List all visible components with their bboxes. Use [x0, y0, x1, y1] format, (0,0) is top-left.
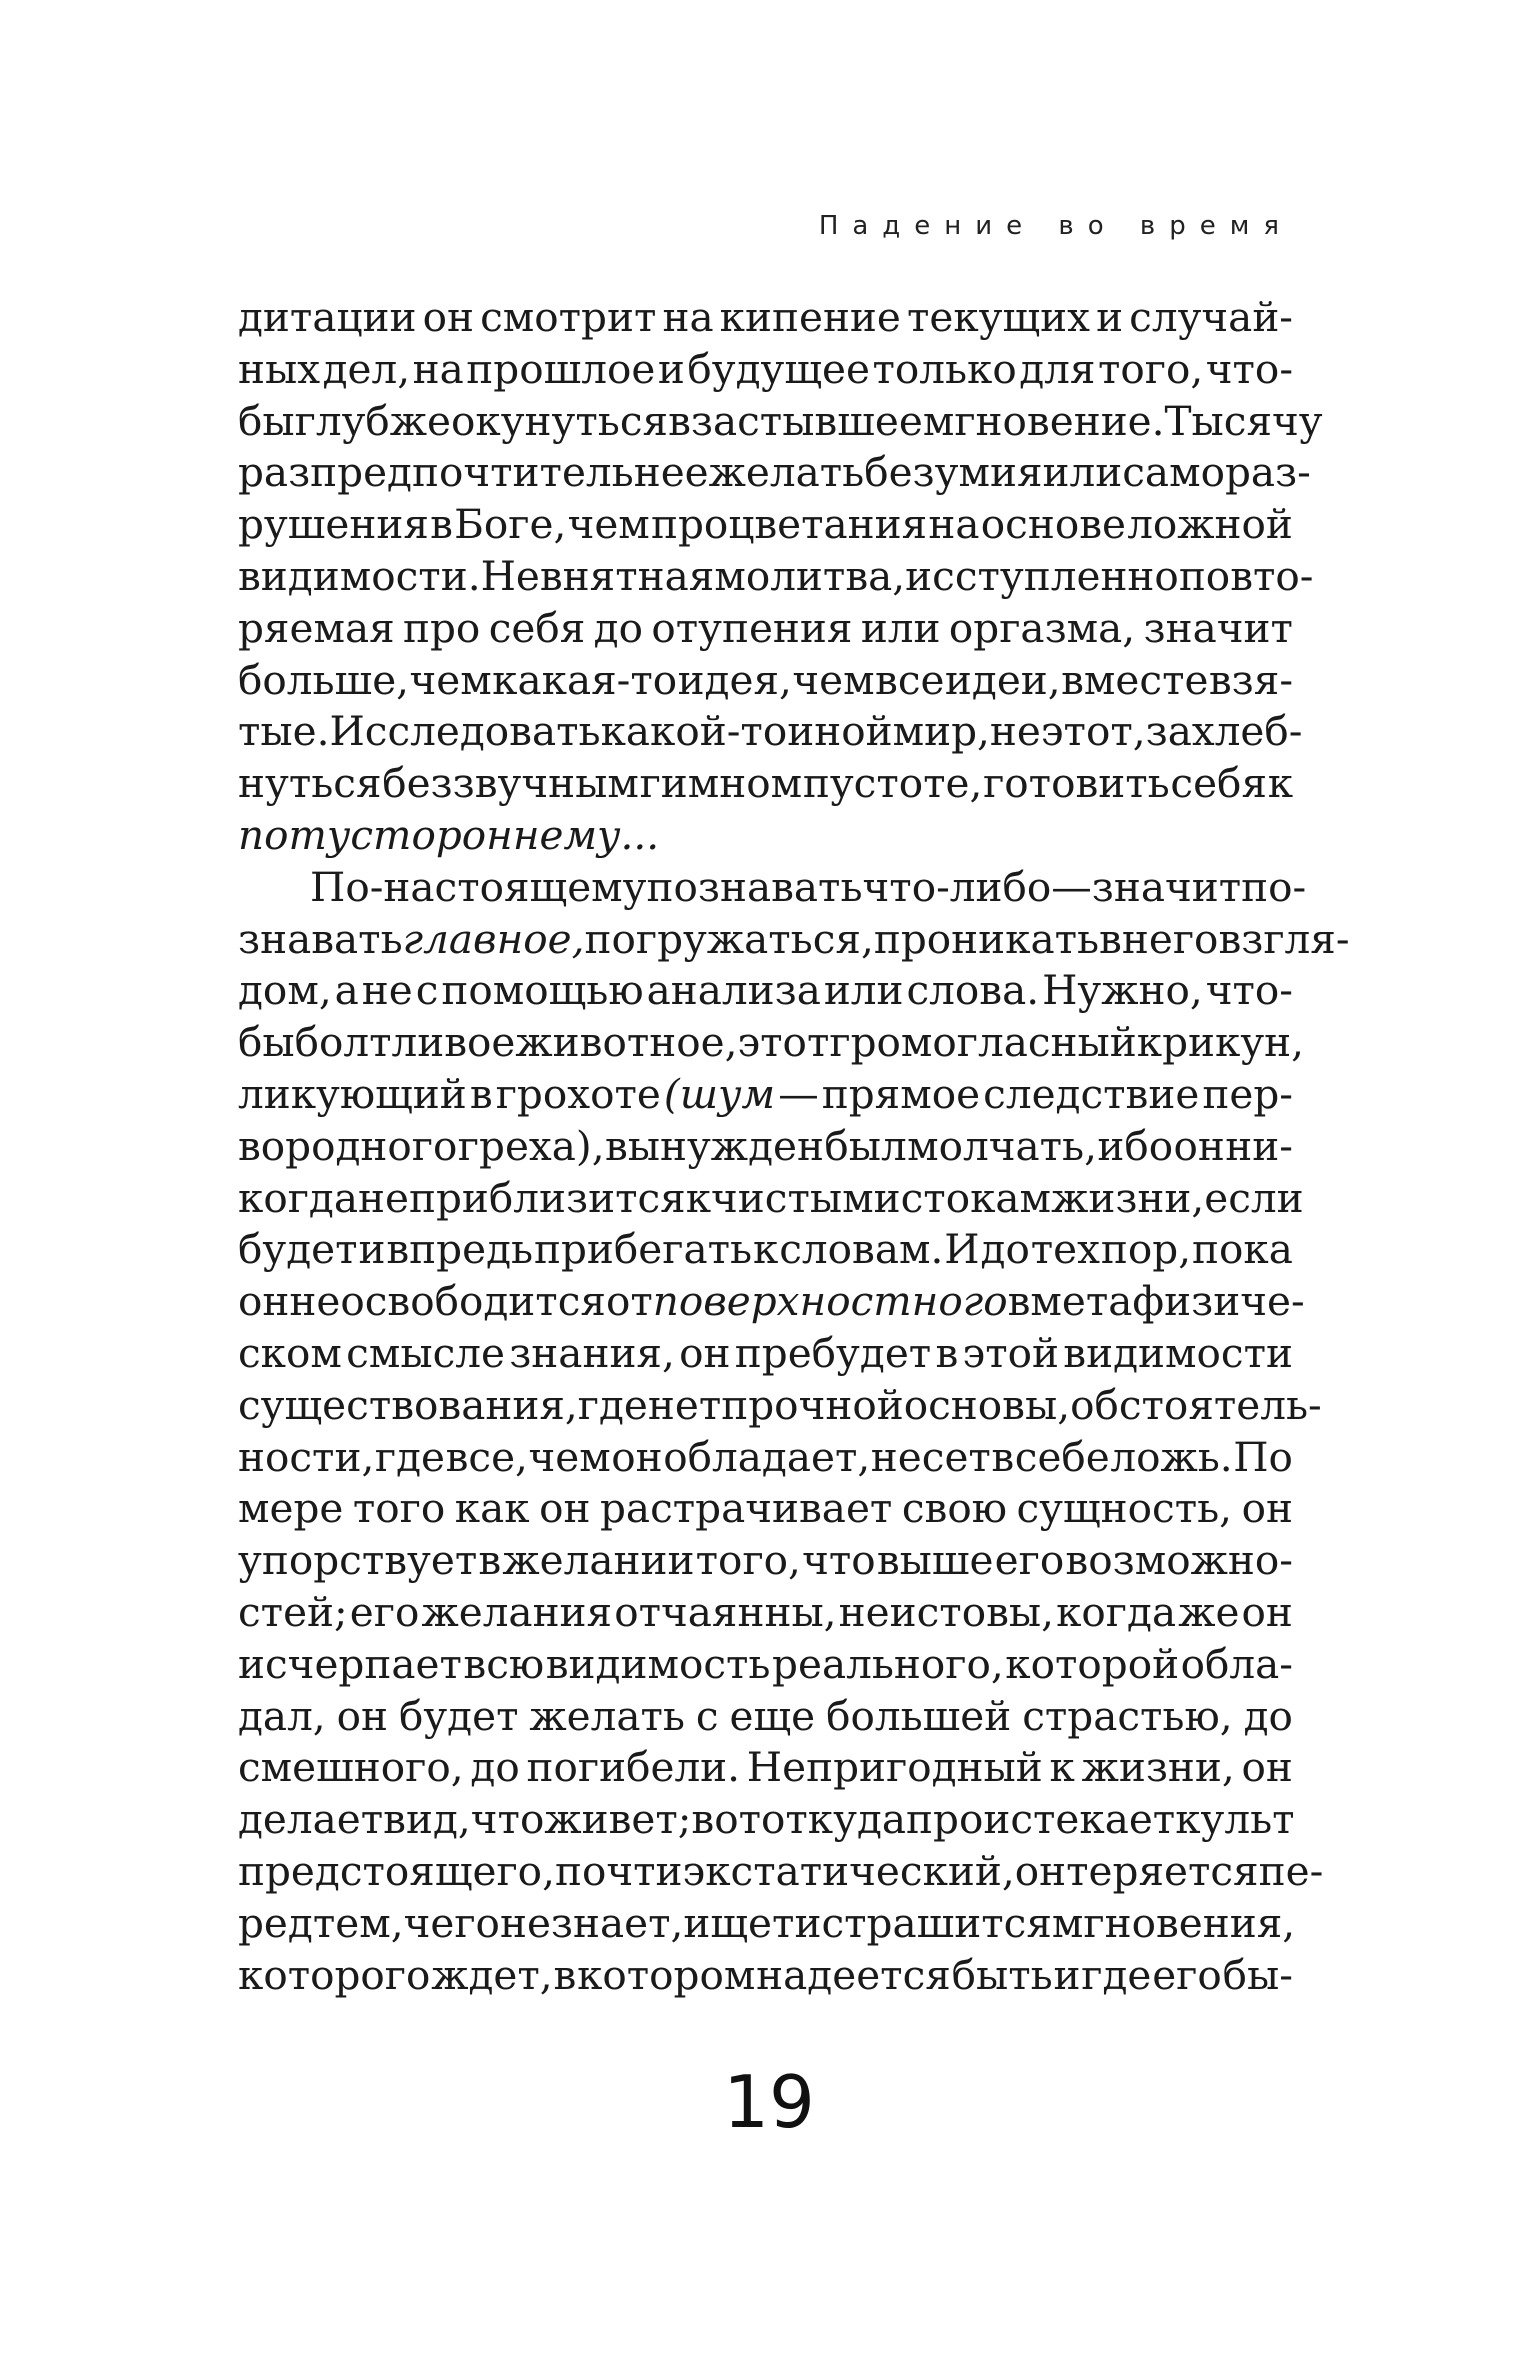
word: идеи, [944, 655, 1061, 704]
word: пребудет [734, 1328, 932, 1377]
word: себя [488, 603, 586, 652]
word: в [1007, 1277, 1031, 1326]
italic-word: поверхностного [652, 1277, 1008, 1326]
word: пока [1192, 1225, 1293, 1274]
word: откуда [761, 1795, 907, 1844]
text-line [238, 706, 1303, 758]
text-line [238, 1639, 1293, 1691]
word: пе- [1258, 1846, 1324, 1895]
word: когда [238, 1173, 358, 1222]
body-text [238, 292, 1350, 2001]
word: страшится [821, 1898, 1052, 1947]
text-line [238, 1224, 1293, 1276]
word: по- [1241, 862, 1307, 911]
word: чем [528, 1432, 611, 1481]
word: упорствует [238, 1536, 478, 1585]
word: проникать [873, 914, 1100, 963]
word: еще [729, 1691, 816, 1740]
word: неистовы, [838, 1587, 1054, 1636]
italic-word: потустороннему... [238, 810, 660, 859]
word: же [1178, 1587, 1240, 1636]
word: несет [870, 1432, 991, 1481]
text-line [238, 1794, 1293, 1846]
word: про [403, 603, 481, 652]
word: значит [1143, 603, 1293, 652]
word: пер- [1202, 1069, 1293, 1118]
word: выше [876, 1536, 994, 1585]
word: Невнятная [480, 551, 715, 600]
word: делает [238, 1795, 384, 1844]
word: что- [1205, 966, 1293, 1015]
word: знает, [550, 1898, 684, 1947]
word: По-настоящему [310, 862, 647, 911]
word: беззвучным [382, 759, 639, 808]
running-title: Падение во время [818, 211, 1293, 241]
word: он [679, 1328, 731, 1377]
word: он [611, 1432, 663, 1481]
text-line [238, 1691, 1293, 1743]
word: ред [238, 1898, 313, 1947]
word: что- [1205, 344, 1293, 393]
text-line [238, 862, 1307, 914]
word: вместе [1061, 655, 1209, 704]
word: был [824, 1121, 907, 1170]
word: к [1049, 1743, 1075, 1792]
word: он [1241, 1743, 1293, 1792]
word: видимости [1063, 1328, 1293, 1377]
word: этот [737, 1018, 830, 1067]
word: всю [463, 1639, 545, 1688]
word: в [991, 1432, 1015, 1481]
word: предстоящего, [238, 1846, 555, 1895]
word: жизни, [1051, 1173, 1205, 1222]
word: где [374, 1432, 446, 1481]
word: пустоте, [802, 759, 983, 808]
word: ском [238, 1328, 342, 1377]
word: вынужден [604, 1121, 824, 1170]
word: тех [1030, 1225, 1100, 1274]
word: смешного, [238, 1743, 464, 1792]
word: ложь. [1110, 1432, 1233, 1481]
word: дитации [238, 293, 417, 341]
word: этот, [1040, 707, 1146, 756]
word: в [1099, 914, 1122, 963]
word: он [1014, 1846, 1067, 1895]
word: будет [238, 1225, 358, 1274]
word: стей; [238, 1587, 348, 1636]
text-line [238, 655, 1293, 707]
word: растрачивает [600, 1484, 893, 1533]
word: в [430, 500, 453, 549]
word: ибо [1097, 1121, 1174, 1170]
word: — [1051, 862, 1092, 911]
word: Боге, [454, 500, 567, 549]
word: мере [238, 1484, 344, 1533]
word: гимном [639, 759, 803, 808]
word: или [823, 966, 904, 1015]
word: молчать, [907, 1121, 1097, 1170]
word: в [935, 1328, 959, 1377]
word: или [1042, 448, 1123, 497]
word: застывшее [690, 396, 923, 445]
word: словам. [779, 1225, 944, 1274]
word: желании [502, 1536, 695, 1585]
word: того, [695, 1536, 801, 1585]
word: не [289, 1277, 341, 1326]
word: прибегать [533, 1225, 753, 1274]
word: больше, [238, 655, 410, 704]
word: только [872, 344, 1017, 393]
word: на [662, 293, 714, 341]
word: он [1241, 1587, 1293, 1636]
text-line [238, 1173, 1304, 1225]
word: ряемая [238, 603, 395, 652]
word: теряется [1066, 1846, 1259, 1895]
italic-word: главное, [402, 914, 585, 963]
italic-word: (шум [663, 1069, 776, 1118]
word: следствие [983, 1069, 1200, 1118]
word: от [605, 1277, 653, 1326]
word: обстоятель- [1070, 1380, 1322, 1429]
word: какая-то [492, 655, 678, 704]
word: этой [962, 1328, 1060, 1377]
word: взгля- [1218, 914, 1350, 963]
word: в [553, 1950, 577, 1999]
word: дал, [238, 1691, 326, 1740]
word: бы [238, 396, 295, 445]
word: сущность, [1016, 1484, 1233, 1533]
word: крикун, [1136, 1018, 1305, 1067]
word: чего [403, 1898, 500, 1947]
word: чем [409, 655, 492, 704]
word: чем [567, 500, 650, 549]
text-line [238, 1432, 1293, 1484]
word: почти [554, 1846, 683, 1895]
word: молитва, [714, 551, 906, 600]
text-line [238, 447, 1311, 499]
word: видимость [545, 1639, 771, 1688]
text-line [238, 1742, 1293, 1794]
word: прямое [821, 1069, 981, 1118]
word: бы [238, 1018, 295, 1067]
word: взя- [1208, 655, 1293, 704]
text-line [238, 914, 1350, 966]
text-line [238, 603, 1293, 655]
word: кипение [719, 293, 901, 341]
text-line [238, 810, 1293, 862]
word: он [336, 1691, 389, 1740]
word: греха), [457, 1121, 605, 1170]
word: готовить [983, 759, 1170, 808]
word: к [753, 1225, 779, 1274]
word: ищет [683, 1898, 795, 1947]
word: не [989, 707, 1041, 756]
word: желания [421, 1587, 613, 1636]
word: основе [980, 500, 1126, 549]
word: возможно- [1065, 1536, 1293, 1585]
word: вот [691, 1795, 762, 1844]
text-line [238, 1846, 1324, 1898]
word: себя [1170, 759, 1267, 808]
word: экстатический, [682, 1846, 1015, 1895]
word: исчерпает [238, 1639, 462, 1688]
word: прочной [721, 1380, 904, 1429]
text-line [238, 758, 1293, 810]
word: и [1053, 1950, 1081, 1999]
word: иной [787, 707, 893, 756]
word: он [1173, 1121, 1225, 1170]
word: будущее [687, 344, 870, 393]
word: его [994, 1536, 1065, 1585]
word: оргазма, [948, 603, 1136, 652]
word: погибели. [526, 1743, 741, 1792]
word: культ [1175, 1795, 1295, 1844]
word: приблизится [408, 1173, 686, 1222]
word: как [454, 1484, 530, 1533]
word: желать [529, 1691, 685, 1740]
word: метафизиче- [1030, 1277, 1305, 1326]
word: прошлое [466, 344, 656, 393]
word: текущих [906, 293, 1090, 341]
word: и [657, 344, 685, 393]
word: рушения [238, 500, 429, 549]
word: его [349, 1587, 420, 1636]
text-line [238, 344, 1293, 396]
word: реального, [772, 1639, 1004, 1688]
word: грохоте [495, 1069, 661, 1118]
word: обла- [1180, 1639, 1293, 1688]
word: вид, [383, 1795, 471, 1844]
word: повто- [1178, 551, 1314, 600]
word: что-либо [862, 862, 1052, 911]
word: безумия [864, 448, 1043, 497]
word: вородного [238, 1121, 458, 1170]
word: случай- [1129, 293, 1293, 341]
word: мгновения, [1051, 1898, 1296, 1947]
word: все, [445, 1432, 528, 1481]
text-line [238, 1069, 1293, 1121]
text-line [238, 1121, 1293, 1173]
text-line [238, 965, 1293, 1017]
word: на [412, 344, 464, 393]
word: ни- [1225, 1121, 1293, 1170]
word: где [1081, 1950, 1152, 1999]
word: захлеб- [1145, 707, 1303, 756]
word: самораз- [1122, 448, 1311, 497]
word: с [695, 1691, 719, 1740]
word: чем [792, 655, 875, 704]
word: которого [238, 1950, 431, 1999]
word: желать [708, 448, 865, 497]
word: смотрит [480, 293, 657, 341]
word: дом, [238, 966, 332, 1015]
word: анализа [646, 966, 821, 1015]
word: громогласный [829, 1018, 1137, 1067]
word: пор, [1100, 1225, 1192, 1274]
word: освободится [340, 1277, 606, 1326]
word: будет [398, 1691, 519, 1740]
word: ликующий [238, 1069, 467, 1118]
word: к [685, 1173, 712, 1222]
word: и [1096, 293, 1124, 341]
word: и [358, 1225, 386, 1274]
text-line [238, 1587, 1293, 1639]
word: обладает, [663, 1432, 871, 1481]
word: его [1152, 1950, 1222, 1999]
word: отупения [651, 603, 853, 652]
word: он [422, 293, 474, 341]
text-line [238, 1380, 1322, 1432]
word: погружаться, [584, 914, 874, 963]
word: не [358, 1173, 409, 1222]
word: что [470, 1795, 545, 1844]
text-line [238, 551, 1314, 603]
word: надеется [756, 1950, 951, 1999]
word: Тысячу [1164, 396, 1323, 445]
word: дел, [322, 344, 411, 393]
word: до [980, 1225, 1030, 1274]
word: в [668, 396, 691, 445]
word: и [794, 1898, 822, 1947]
word: страстью, [1022, 1691, 1233, 1740]
word: с [415, 966, 439, 1015]
word: в [478, 1536, 502, 1585]
text-line [238, 1017, 1305, 1069]
word: ложной [1127, 500, 1293, 549]
word: слова. [906, 966, 1040, 1015]
word: истокам [873, 1173, 1052, 1222]
word: что [802, 1536, 876, 1585]
word: болтливое [294, 1018, 516, 1067]
word: не [499, 1898, 551, 1947]
word: на [928, 500, 980, 549]
text-line [238, 1328, 1293, 1380]
word: впредь [386, 1225, 534, 1274]
word: видимости. [238, 551, 481, 600]
text-line [238, 1276, 1305, 1328]
word: того, [1097, 344, 1204, 393]
word: ных [238, 344, 321, 393]
word: Непригодный [746, 1743, 1043, 1792]
word: И [944, 1225, 980, 1274]
word: окунуться [451, 396, 669, 445]
word: нет [647, 1380, 722, 1429]
page-number: 19 [723, 2060, 815, 2144]
word: существования, [238, 1380, 578, 1429]
word: животное, [515, 1018, 738, 1067]
word: не [361, 966, 413, 1015]
word: до [1243, 1691, 1293, 1740]
text-line [238, 1950, 1293, 2002]
word: жизни, [1081, 1743, 1235, 1792]
word: отчаянны, [614, 1587, 837, 1636]
word: знания, [509, 1328, 675, 1377]
word: какой-то [600, 707, 788, 756]
word: мгновение. [922, 396, 1165, 445]
text-line [238, 1535, 1293, 1587]
word: него [1121, 914, 1219, 963]
word: бы- [1222, 1950, 1293, 1999]
word: раз [238, 448, 311, 497]
text-line [238, 396, 1323, 448]
word: которой [1005, 1639, 1180, 1688]
word: живет; [544, 1795, 692, 1844]
word: большей [826, 1691, 1012, 1740]
word: быть [951, 1950, 1053, 1999]
word: себе [1014, 1432, 1110, 1481]
word: котором [577, 1950, 756, 1999]
word: для [1019, 344, 1096, 393]
word: — [778, 1069, 819, 1118]
word: По [1233, 1432, 1293, 1481]
word: предпочтительнее [310, 448, 709, 497]
text-line [238, 1898, 1296, 1950]
word: помощью [441, 966, 644, 1015]
word: проистекает [906, 1795, 1176, 1844]
word: знавать [238, 914, 403, 963]
word: если [1204, 1173, 1304, 1222]
word: тые. [238, 707, 330, 756]
word: идея, [677, 655, 792, 704]
word: того [352, 1484, 446, 1533]
word: Исследовать [329, 707, 601, 756]
word: чистым [711, 1173, 874, 1222]
text-line [238, 292, 1293, 344]
word: он [238, 1277, 290, 1326]
word: мир, [892, 707, 990, 756]
word: глубже [294, 396, 452, 445]
word: ности, [238, 1432, 375, 1481]
word: когда [1056, 1587, 1177, 1636]
word: где [577, 1380, 648, 1429]
word: или [860, 603, 941, 652]
word: ждет, [431, 1950, 553, 1999]
word: процветания [651, 500, 928, 549]
text-line [238, 1483, 1293, 1535]
word: тем, [312, 1898, 404, 1947]
word: все [875, 655, 945, 704]
word: к [1267, 759, 1293, 808]
word: свою [901, 1484, 1007, 1533]
word: он [539, 1484, 591, 1533]
word: основы, [903, 1380, 1071, 1429]
text-line [238, 499, 1293, 551]
word: до [593, 603, 643, 652]
word: познавать [646, 862, 863, 911]
word: исступленно [905, 551, 1179, 600]
word: до [470, 1743, 520, 1792]
word: Нужно, [1042, 966, 1203, 1015]
word: в [469, 1069, 493, 1118]
word: он [1241, 1484, 1293, 1533]
word: смысле [346, 1328, 505, 1377]
word: а [334, 966, 359, 1015]
word: значит [1091, 862, 1242, 911]
word: нуться [238, 759, 382, 808]
